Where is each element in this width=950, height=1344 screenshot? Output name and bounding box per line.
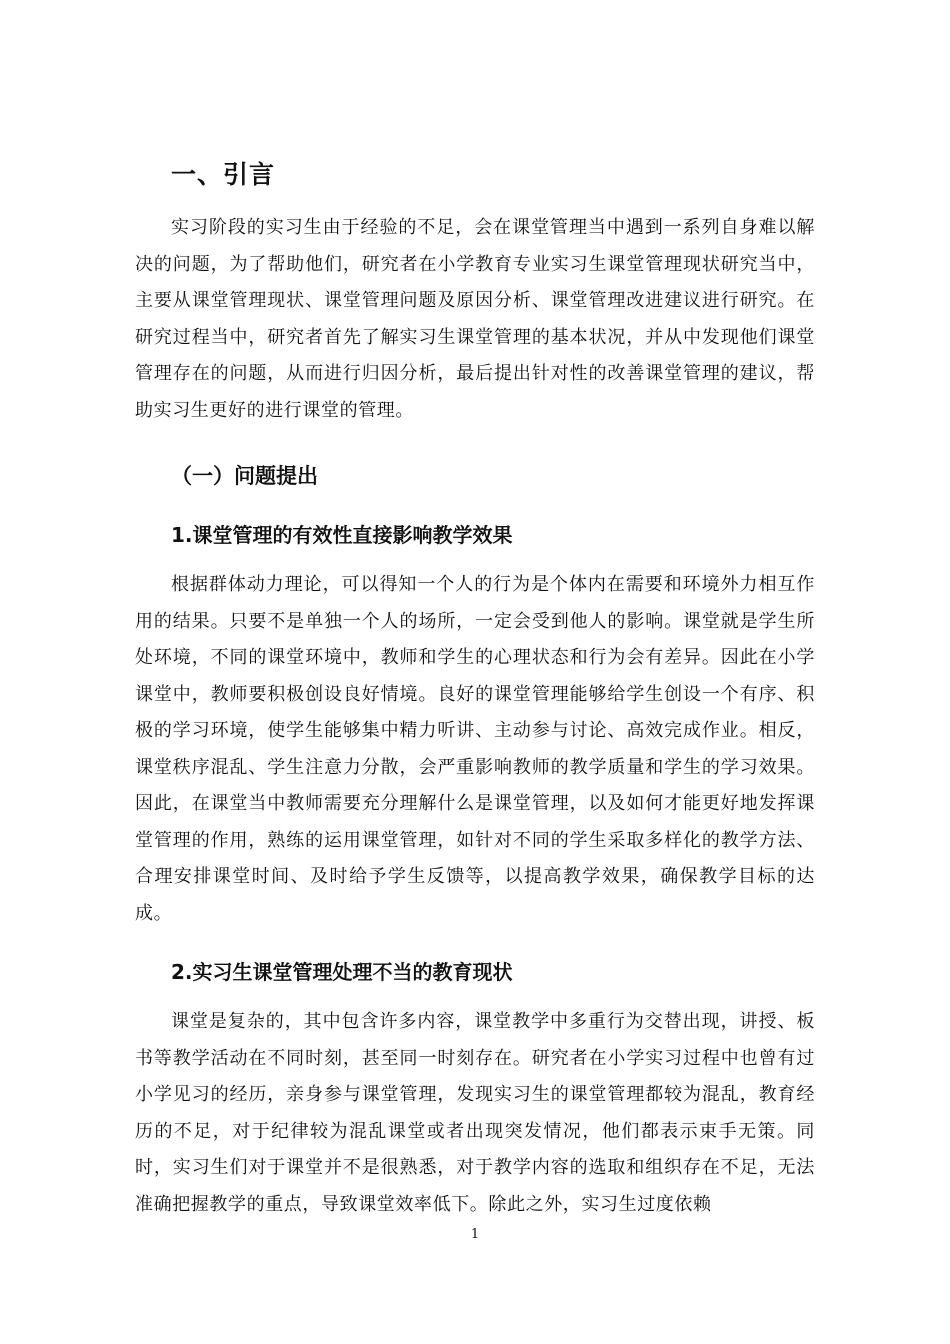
section-heading: 一、引言 xyxy=(171,160,276,189)
subsection-2-paragraph: 课堂是复杂的，其中包含许多内容，课堂教学中多重行为交替出现，讲授、板书等教学活动在不同时刻，甚至同一时刻存在。研究者在小学实习过程中也曾有过小学见习的经历，亲身参与课堂管理，发现实习生的课堂管理都较为混乱，教育经历的不足，对于纪律较为混乱课堂或者出现突发情况，他们都表示束手无策。同时，实习生们对于课堂并不是很熟悉，对于教学内容的选取和组织存在不足，无法准确把握教学的重点，导致课堂效率低下。除此之外，实习生过度依赖 xyxy=(135,1011,815,1215)
subsection-1-title: 1.课堂管理的有效性直接影响教学效果 xyxy=(171,523,513,547)
page-content xyxy=(135,150,815,1223)
intro-paragraph: 实习阶段的实习生由于经验的不足，会在课堂管理当中遇到一系列自身难以解决的问题，为了帮助他们，研究者在小学教育专业实习生课堂管理现状研究当中，主要从课堂管理现状、课堂管理问题及原因分析、课堂管理改进建议进行研究。在研究过程当中，研究者首先了解实习生课堂管理的基本状况，并从中发现他们课堂管理存在的问题，从而进行归因分析，最后提出针对性的改善课堂管理的建议，帮助实习生更好的进行课堂的管理。 xyxy=(135,217,815,421)
subsection-heading: （一）问题提出 xyxy=(171,464,318,488)
subsection-1-paragraph: 根据群体动力理论，可以得知一个人的行为是个体内在需要和环境外力相互作用的结果。只要不是单独一个人的场所，一定会受到他人的影响。课堂就是学生所处环境，不同的课堂环境中，教师和学生的心理状态和行为会有差异。因此在小学课堂中，教师要积极创设良好情境。良好的课堂管理能够给学生创设一个有序、积极的学习环境，使学生能够集中精力听讲、主动参与讨论、高效完成作业。相反，课堂秩序混乱、学生注意力分散，会严重影响教师的教学质量和学生的学习效果。因此，在课堂当中教师需要充分理解什么是课堂管理，以及如何才能更好地发挥课堂管理的作用，熟练的运用课堂管理，如针对不同的学生采取多样化的教学方法、合理安排课堂时间、及时给予学生反馈等，以提高教学效果，确保教学目标的达成。 xyxy=(135,574,815,924)
subsection-2-title: 2.实习生课堂管理处理不当的教育现状 xyxy=(171,960,513,984)
page-number: 1 xyxy=(470,1227,480,1242)
